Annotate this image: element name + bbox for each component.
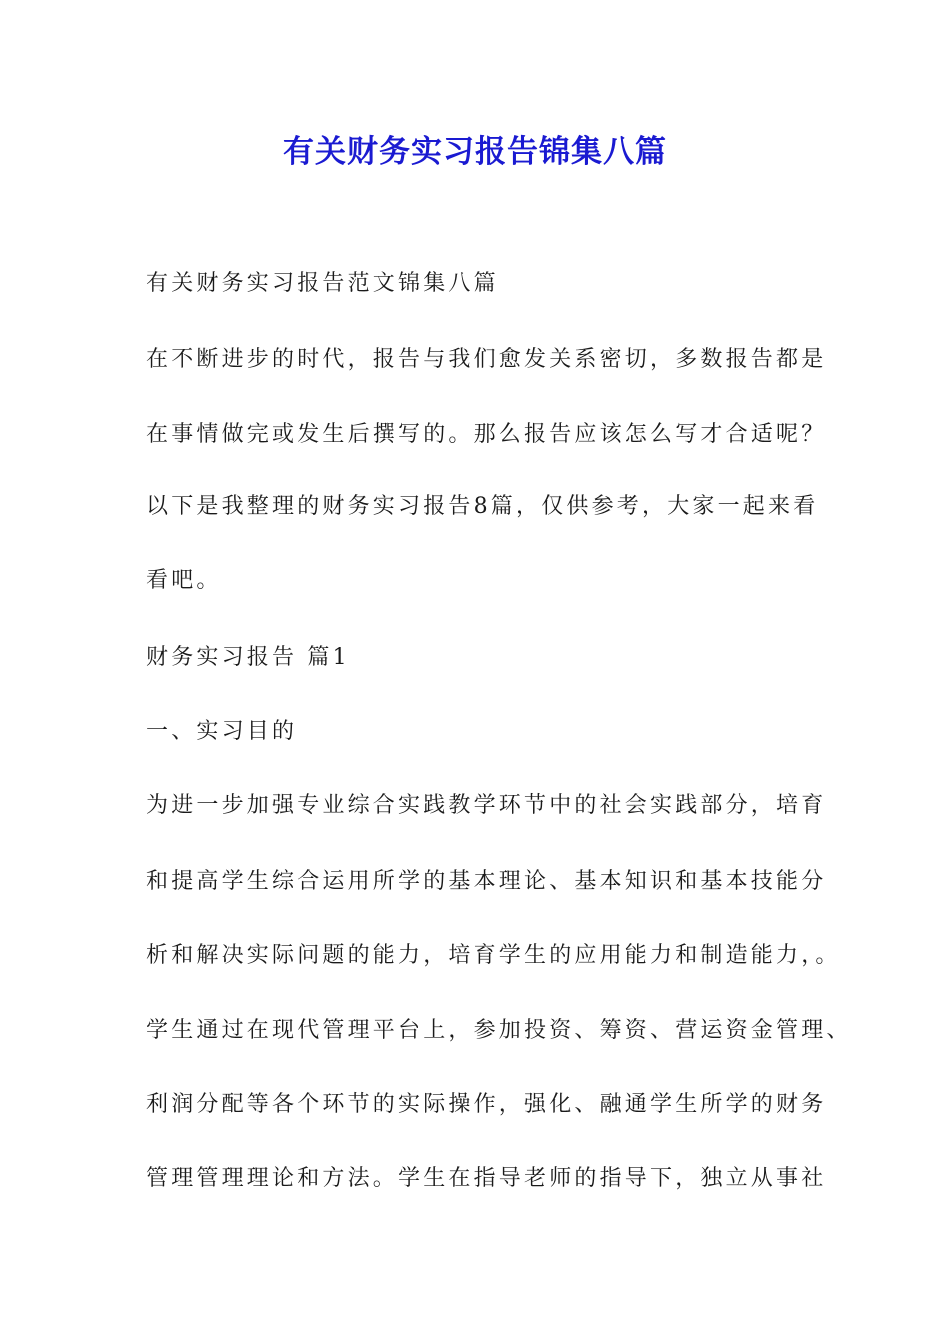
subtitle-line: 有关财务实习报告范文锦集八篇: [146, 271, 499, 296]
paragraph-line: 为进一步加强专业综合实践教学环节中的社会实践部分，培育: [146, 793, 827, 818]
paragraph-line: 和提高学生综合运用所学的基本理论、基本知识和基本技能分: [146, 869, 827, 894]
paragraph-line: 学生通过在现代管理平台上，参加投资、筹资、营运资金管理、: [146, 1018, 852, 1043]
paragraph-line: 看吧。: [146, 568, 222, 593]
paragraph-line: 利润分配等各个环节的实际操作，强化、融通学生所学的财务: [146, 1092, 827, 1117]
paragraph-line: 在事情做完或发生后撰写的。那么报告应该怎么写才合适呢？: [146, 422, 827, 447]
section-heading: 财务实习报告 篇1: [146, 645, 350, 670]
paragraph-line: 析和解决实际问题的能力，培育学生的应用能力和制造能力，。: [146, 943, 841, 968]
paragraph-line: 在不断进步的时代，报告与我们愈发关系密切，多数报告都是: [146, 347, 827, 372]
subsection-heading: 一、实习目的: [146, 719, 298, 744]
paragraph-line: 以下是我整理的财务实习报告8篇，仅供参考，大家一起来看: [146, 494, 819, 519]
document-title: 有关财务实习报告锦集八篇: [283, 134, 667, 170]
paragraph-line: 管理管理理论和方法。学生在指导老师的指导下，独立从事社: [146, 1166, 827, 1191]
